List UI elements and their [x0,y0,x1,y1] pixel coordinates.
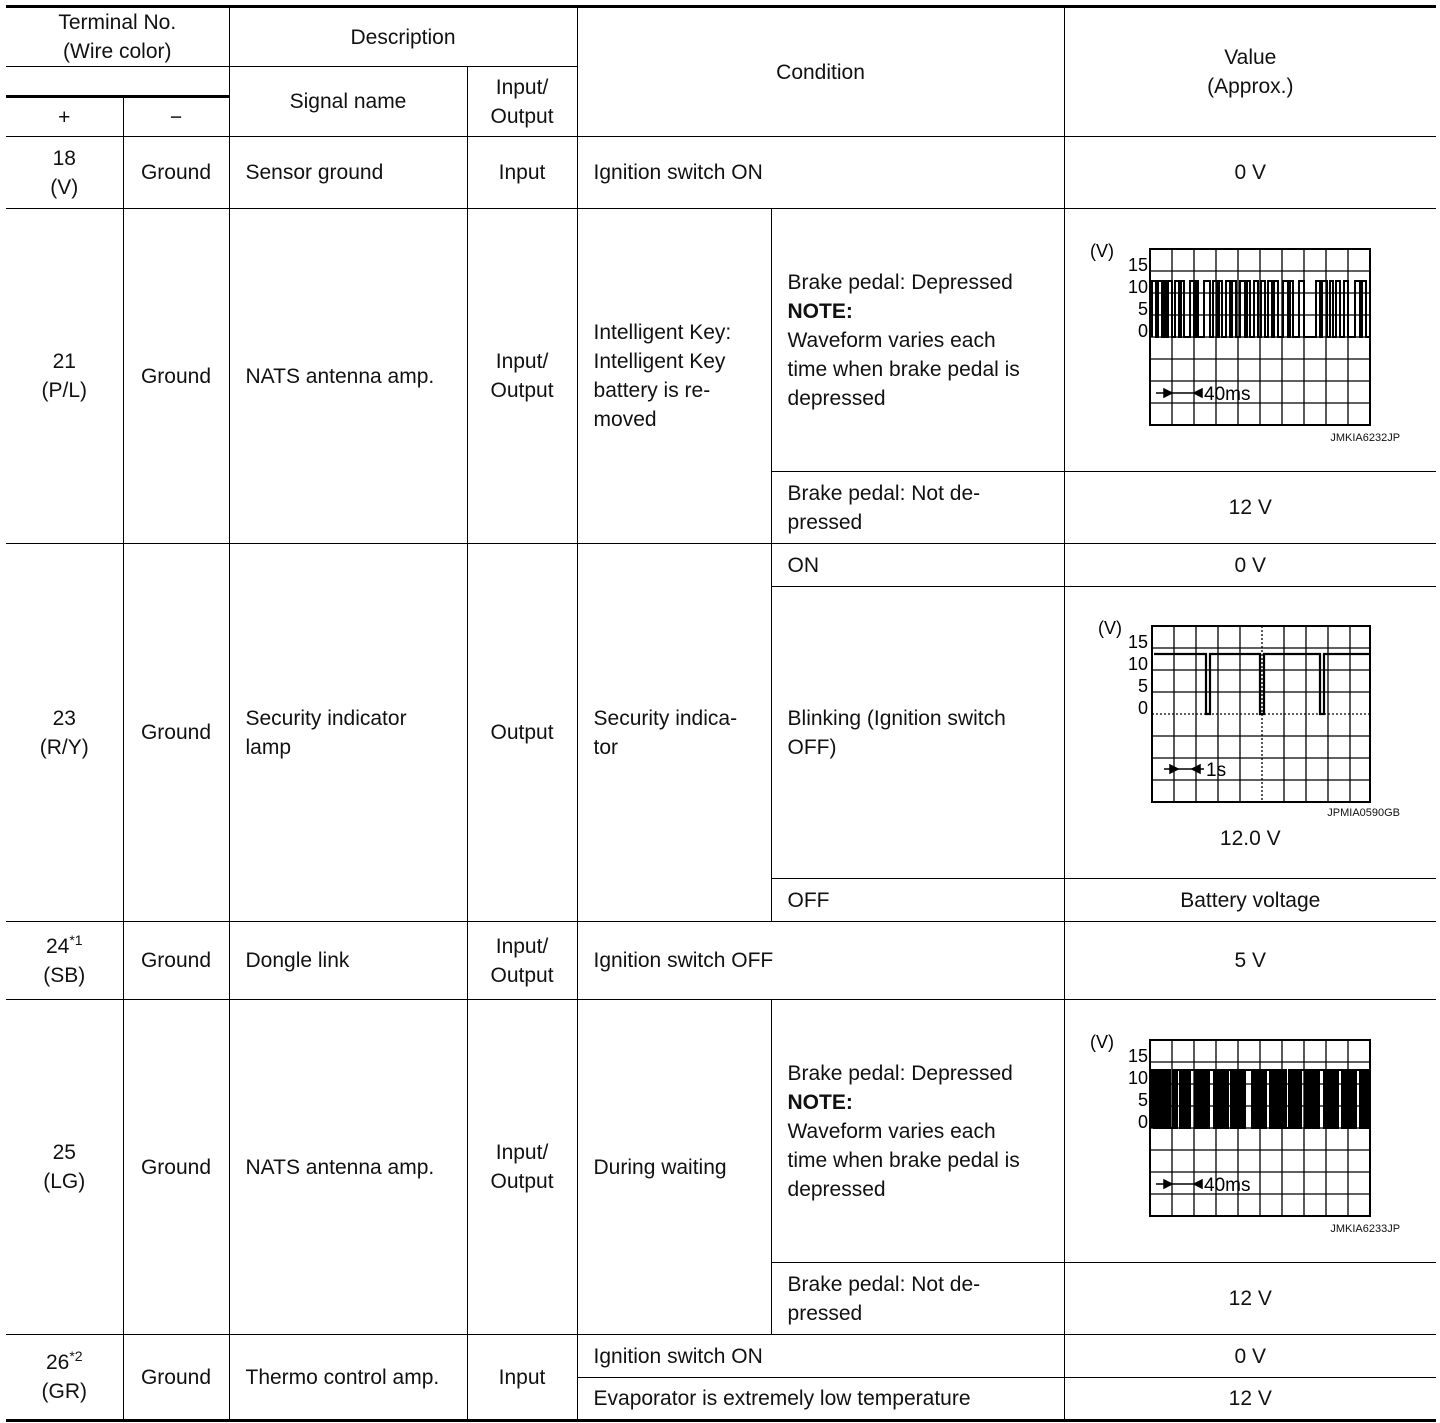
waveform-cell [1064,209,1436,472]
condition-cell: Ignition switch ON [577,1335,1064,1378]
sub-condition-cell: Brake pedal: Not de- pressed [771,1263,1064,1335]
wave-tick-5: 5 [1138,1090,1149,1110]
terminal-cell: 18 (V) [6,137,123,209]
value-cell: 5 V [1064,922,1436,1000]
terminal-table [6,5,1436,1422]
waveform-code: JMKIA6233JP [1330,1223,1401,1235]
terminal-cell: 24$^{*1}$ (SB) [6,922,123,1000]
terminal-cell: 21 (P/L) [6,209,123,544]
waveform-chart-21 [1080,241,1420,431]
condition-cell: During waiting [577,1000,771,1335]
io-cell: Input/ Output [467,922,577,1000]
value-cell: 12 V [1064,1263,1436,1335]
value-text: 12.0 V [1219,826,1281,850]
waveform-code: JMKIA6232JP [1330,432,1401,444]
waveform-trace [1152,1070,1370,1128]
io-cell: Input/ Output [467,209,577,544]
wave-tick-5: 5 [1138,675,1149,696]
header-condition: Condition [577,7,1064,137]
table-row-23 [6,544,1436,587]
wave-unit-label: (V) [1098,617,1123,638]
sub-condition-cell: Blinking (Ignition switch OFF) [771,587,1064,879]
table-row-25 [6,1000,1436,1263]
wave-tick-0: 0 [1138,697,1149,718]
signal-name-cell: Sensor ground [229,137,467,209]
ground-cell: Ground [123,922,229,1000]
ground-cell: Ground [123,209,229,544]
wave-tick-15: 15 [1128,1046,1149,1066]
header-description: Description [229,7,577,67]
condition-cell: Intelligent Key: Intelligent Key battery is re- moved [577,209,771,544]
ground-cell: Ground [123,137,229,209]
value-cell: 0 V [1064,1335,1436,1378]
signal-name-cell: Thermo control amp. [229,1335,467,1421]
table-row-21 [6,209,1436,472]
value-cell: Battery voltage [1064,879,1436,922]
header-terminal-no: Terminal No. (Wire color) [6,7,229,67]
wave-tick-15: 15 [1128,631,1149,652]
footnote-mark: *1 [69,931,83,948]
terminal-cell: 26$^{*2}$ (GR) [6,1335,123,1421]
ground-cell: Ground [123,1335,229,1421]
table-row-26 [6,1335,1436,1378]
table-row-18 [6,137,1436,209]
footnote-mark: *2 [69,1348,83,1364]
sub-condition-cell: Brake pedal: Depressed NOTE: Waveform varies each time when brake pedal is depressed [771,209,1064,472]
header-plus: + [6,97,123,137]
signal-name-cell: Dongle link [229,922,467,1000]
ground-cell: Ground [123,1000,229,1335]
waveform-cell [1064,1000,1436,1263]
wave-tick-0: 0 [1138,321,1149,341]
table-row-24 [6,922,1436,1000]
value-cell: 0 V [1064,137,1436,209]
signal-name-cell: NATS antenna amp. [229,1000,467,1335]
sub-condition-cell: Brake pedal: Not de- pressed [771,472,1064,544]
waveform-chart-23 [1080,616,1420,806]
condition-cell: Evaporator is extremely low temperature [577,1378,1064,1421]
wave-tick-10: 10 [1128,277,1149,297]
header-input-output: Input/ Output [467,67,577,137]
io-cell: Input/ Output [467,1000,577,1335]
wave-tick-10: 10 [1128,1068,1149,1088]
ground-cell: Ground [123,544,229,922]
header-terminal-spacer [6,67,229,97]
value-cell: 12 V [1064,1378,1436,1421]
wave-tick-5: 5 [1138,299,1149,319]
io-cell: Input [467,1335,577,1421]
value-cell: 0 V [1064,544,1436,587]
io-cell: Input [467,137,577,209]
wave-time-label: 40ms [1204,384,1251,405]
header-value: Value (Approx.) [1064,7,1436,137]
condition-cell: Ignition switch ON [577,137,1064,209]
io-cell: Output [467,544,577,922]
waveform-trace [1152,281,1370,337]
terminal-cell: 25 (LG) [6,1000,123,1335]
signal-name-cell: NATS antenna amp. [229,209,467,544]
wave-unit-label: (V) [1090,241,1115,261]
waveform-chart-25 [1080,1032,1420,1222]
wave-time-label: 40ms [1204,1175,1251,1196]
wave-time-label: 1s [1206,759,1227,781]
sub-condition-cell: ON [771,544,1064,587]
wave-tick-15: 15 [1128,255,1149,275]
sub-condition-cell: Brake pedal: Depressed NOTE: Waveform varies each time when brake pedal is depressed [771,1000,1064,1263]
header-signal-name: Signal name [229,67,467,137]
wave-unit-label: (V) [1090,1032,1115,1052]
waveform-code: JPMIA0590GB [1327,806,1401,819]
sub-condition-cell: OFF [771,879,1064,922]
terminal-cell: 23 (R/Y) [6,544,123,922]
header-minus: − [123,97,229,137]
value-cell: 12 V [1064,472,1436,544]
waveform-cell [1064,587,1436,879]
condition-cell: Security indica- tor [577,544,771,922]
condition-cell: Ignition switch OFF [577,922,1064,1000]
wave-tick-0: 0 [1138,1112,1149,1132]
wave-tick-10: 10 [1128,653,1149,674]
signal-name-cell: Security indicator lamp [229,544,467,922]
